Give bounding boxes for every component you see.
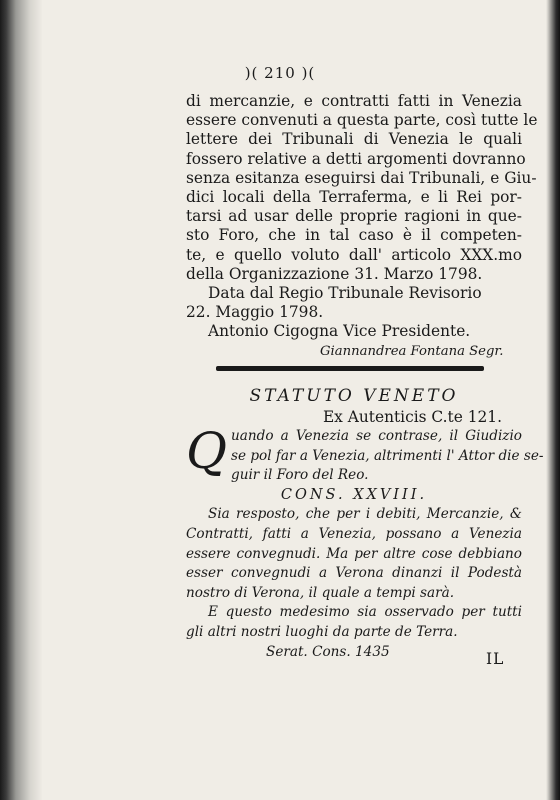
- statute-line: se pol far a Venezia, altrimenti l' Attor die se-: [231, 447, 544, 464]
- statute-line: essere convegnudi. Ma per altre cose debbiano: [186, 545, 522, 562]
- date-line: Data dal Regio Tribunale Revisorio: [208, 284, 482, 303]
- statuto-heading: STATUTO VENETO: [249, 386, 459, 406]
- statute-text: [186, 422, 544, 662]
- page-binding-shadow: [0, 0, 42, 800]
- date-line-2: 22. Maggio 1798.: [186, 303, 324, 322]
- statute-line: Contratti, fatti a Venezia, possano a Venezia: [186, 525, 522, 542]
- page-edge-shadow: [546, 0, 560, 800]
- statute-line: esser convegnudi a Verona dinanzi il Podestà: [186, 565, 522, 582]
- cons-heading: CONS. XXVIII.: [280, 486, 428, 503]
- paragraph-line: dici locali della Terraferma, e li Rei por-: [186, 188, 522, 207]
- signature-vice-president: Antonio Cigogna Vice Presidente.: [208, 322, 471, 341]
- ex-autenticis-line: Ex Autenticis C.te 121.: [322, 408, 502, 426]
- paragraph-line: senza esitanza eseguirsi dai Tribunali, e Giu-: [186, 168, 537, 187]
- paragraph-line: sto Foro, che in tal caso è il competen-: [186, 226, 522, 245]
- catchword: IL: [486, 650, 505, 668]
- paragraph-line: fossero relative a detti argomenti dovranno: [186, 149, 526, 168]
- statute-line: Sia resposto, che per i debiti, Mercanzie, &: [208, 506, 522, 523]
- paragraph-line: della Organizzazione 31. Marzo 1798.: [186, 264, 483, 283]
- statute-line: guir il Foro del Reo.: [231, 467, 369, 484]
- section-divider-rule: [216, 366, 484, 371]
- paragraph-line: di mercanzie, e contratti fatti in Venezia: [186, 92, 522, 110]
- drop-cap: Q: [186, 422, 227, 480]
- signature-secretary: Giannandrea Fontana Segr.: [320, 343, 504, 359]
- statute-line: gli altri nostri luoghi da parte de Terra.: [186, 623, 458, 640]
- statute-line: E questo medesimo sia osservado per tutti: [208, 604, 522, 621]
- decree-paragraph: [186, 92, 538, 361]
- statute-line: nostro di Verona, il quale a tempi sarà.: [186, 584, 455, 601]
- statute-line: uando a Venezia se contrase, il Giudizio: [231, 428, 522, 444]
- paragraph-line: essere convenuti a questa parte, così tutte le: [186, 111, 538, 130]
- paragraph-line: lettere dei Tribunali di Venezia le quali: [186, 130, 522, 149]
- paragraph-line: te, e quello voluto dall' articolo XXX.mo: [186, 245, 522, 264]
- paragraph-line: tarsi ad usar delle proprie ragioni in que-: [186, 207, 522, 226]
- serat-citation: Serat. Cons. 1435: [266, 643, 390, 660]
- page-number: )( 210 )(: [244, 64, 316, 82]
